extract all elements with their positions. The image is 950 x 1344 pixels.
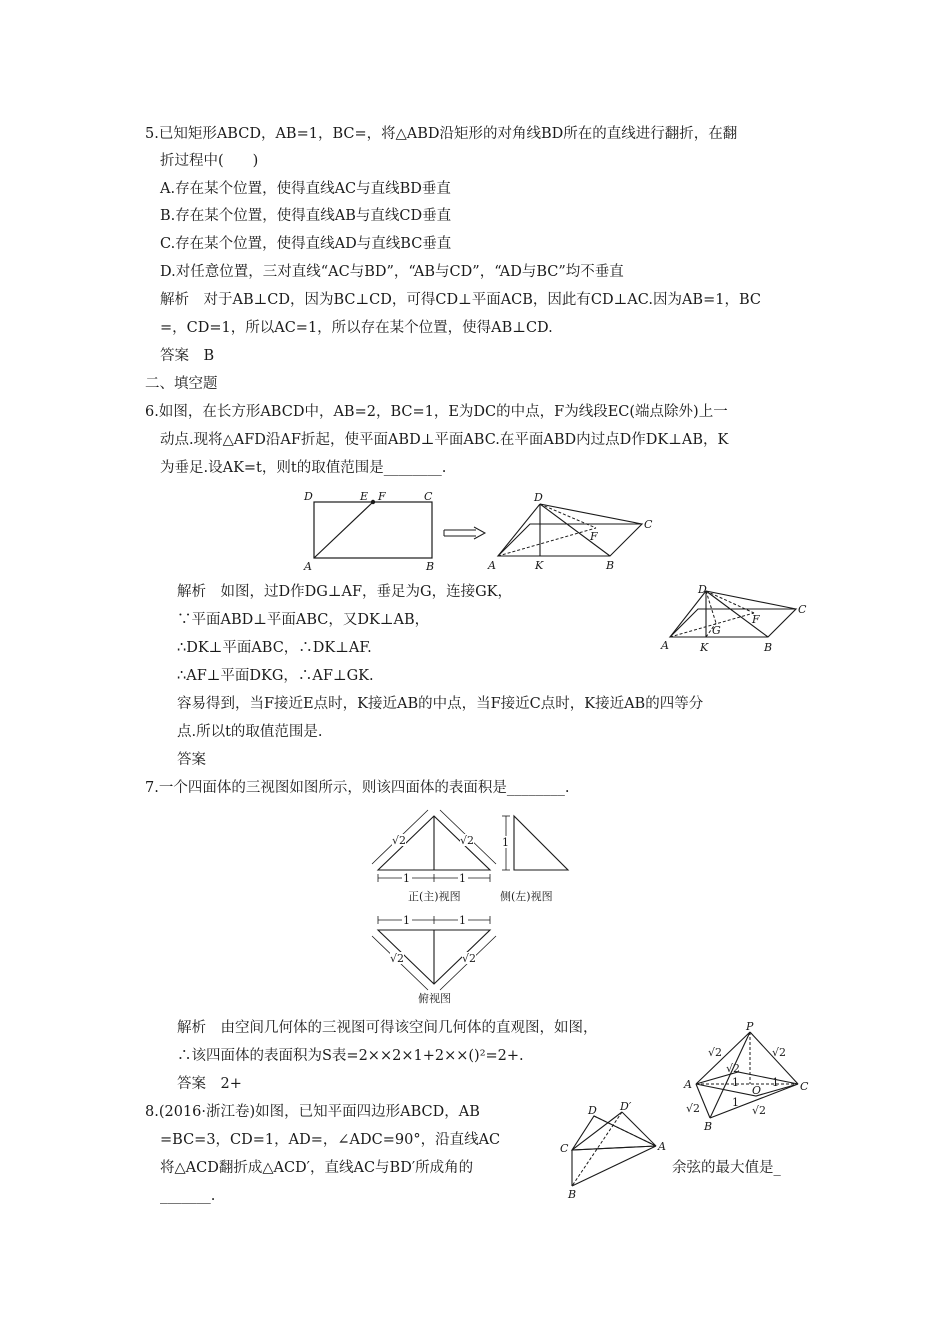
q5-solution-line1: 解析 对于AB⊥CD，因为BC⊥CD，可得CD⊥平面ACB，因此有CD⊥AC.因为AB=1，BC — [160, 292, 761, 308]
q6c-label-c: C — [798, 603, 807, 616]
q7-top-dim-left: 1 — [403, 914, 410, 927]
section-heading: 二、填空题 — [145, 376, 218, 392]
q5-answer: 答案 B — [160, 348, 215, 364]
q8-label-d: D — [588, 1104, 597, 1117]
q8-label-a: A — [658, 1140, 666, 1153]
q6-answer: 答案 — [177, 752, 206, 768]
q5-solution-line2: =，CD=1，所以AC=1，所以存在某个位置，使得AB⊥CD. — [160, 320, 553, 336]
q7s-dim-1b: 1 — [772, 1076, 779, 1089]
q6-folded-figure — [486, 490, 666, 574]
q7s-label-b: B — [704, 1120, 713, 1132]
q8-stem-line1: 8.(2016·浙江卷)如图，已知平面四边形ABCD，AB — [145, 1104, 480, 1120]
q7-top-sqrt2-left: √2 — [390, 952, 405, 965]
q6-arrow-icon — [442, 525, 488, 541]
q7-front-sqrt2-left: √2 — [392, 834, 407, 847]
q7-answer: 答案 2+ — [177, 1076, 242, 1092]
q5-option-c: C.存在某个位置，使得直线AD与直线BC垂直 — [160, 236, 452, 252]
q5-option-a: A.存在某个位置，使得直线AC与直线BD垂直 — [160, 181, 451, 197]
q7-side-dim: 1 — [502, 836, 509, 849]
q8-label-b: B — [568, 1188, 577, 1200]
q6b-label-f: F — [590, 530, 598, 543]
q8-label-c: C — [560, 1142, 569, 1155]
q6-stem-line2: 动点.现将△AFD沿AF折起，使平面ABD⊥平面ABC.在平面ABD内过点D作DK⊥AB，K — [160, 432, 729, 448]
q6-solution-line2: ∵平面ABD⊥平面ABC，又DK⊥AB， — [177, 612, 430, 628]
q7s-sqrt2-4: √2 — [686, 1102, 701, 1115]
q6-solution-figure — [660, 585, 810, 655]
q5-option-d: D.对任意位置，三对直线“AC与BD”，“AB与CD”，“AD与BC”均不垂直 — [160, 264, 624, 280]
q7s-sqrt2-5: √2 — [752, 1104, 767, 1117]
q5-stem-line1: 5.已知矩形ABCD，AB=1，BC=，将△ABD沿矩形的对角线BD所在的直线进行翻折，在翻 — [145, 126, 738, 142]
q7-front-caption: 正(主)视图 — [408, 890, 461, 903]
q7s-label-p: P — [746, 1020, 754, 1033]
q5-stem-line2: 折过程中( ) — [160, 153, 259, 169]
q6b-label-c: C — [644, 518, 653, 531]
q6b-label-b: B — [606, 559, 615, 572]
q7-side-caption: 侧(左)视图 — [500, 890, 553, 903]
q6c-label-k: K — [700, 641, 709, 654]
q8-stem-line2: =BC=3，CD=1，AD=，∠ADC=90°，沿直线AC — [160, 1132, 501, 1148]
q7-solution-line1: 解析 由空间几何体的三视图可得该空间几何体的直观图，如图， — [177, 1020, 598, 1036]
q6-label-b: B — [426, 560, 435, 572]
q7-front-dim-left: 1 — [403, 872, 410, 885]
q7-solution-figure — [680, 1020, 810, 1132]
q7s-label-c: C — [800, 1080, 809, 1093]
q8-label-d-prime: D′ — [620, 1100, 632, 1113]
q6b-label-d: D — [534, 491, 543, 504]
q7-stem: 7.一个四面体的三视图如图所示，则该四面体的表面积是________. — [145, 780, 570, 796]
q6-label-c: C — [424, 490, 433, 503]
q7s-label-o: O — [752, 1084, 762, 1097]
q6c-label-b: B — [764, 641, 773, 654]
q6-stem-line1: 6.如图，在长方形ABCD中，AB=2，BC=1，E为DC的中点，F为线段EC(端点除外)上一 — [145, 404, 728, 420]
q7s-sqrt2-1: √2 — [708, 1046, 723, 1059]
q7-side-view — [500, 808, 580, 908]
q7-solution-line2: ∴该四面体的表面积为S表=2××2×1+2××()²=2+. — [177, 1048, 524, 1064]
q7-top-caption: 俯视图 — [418, 992, 451, 1005]
q6c-label-f: F — [752, 613, 760, 626]
q6-label-a: A — [304, 560, 312, 572]
q6-solution-line5: 容易得到，当F接近E点时，K接近AB的中点，当F接近C点时，K接近AB的四等分 — [177, 696, 704, 712]
q7-top-view — [370, 910, 500, 1008]
q8-figure — [558, 1100, 678, 1200]
q7s-sqrt2-3: √2 — [726, 1062, 741, 1075]
q5-option-b: B.存在某个位置，使得直线AB与直线CD垂直 — [160, 208, 452, 224]
q6c-label-d: D — [698, 585, 707, 596]
q6c-label-g: G — [712, 624, 721, 637]
q7-front-view — [370, 808, 500, 908]
q6b-label-a: A — [488, 559, 496, 572]
q6-stem-line3: 为垂足.设AK=t，则t的取值范围是________. — [160, 460, 447, 476]
q8-stem-line4: _______. — [160, 1188, 216, 1204]
q6-label-f: F — [378, 490, 386, 503]
q8-stem-line3-cont: 余弦的最大值是_ — [672, 1160, 781, 1176]
q8-stem-line3: 将△ACD翻折成△ACD′，直线AC与BD′所成角的 — [160, 1160, 474, 1176]
q6-solution-line4: ∴AF⊥平面DKG，∴AF⊥GK. — [177, 668, 374, 684]
q6b-label-k: K — [535, 559, 544, 572]
q7-top-dim-right: 1 — [459, 914, 466, 927]
q6-label-d: D — [304, 490, 313, 503]
q7s-dim-1a: 1 — [732, 1076, 739, 1089]
q7-top-sqrt2-right: √2 — [462, 952, 477, 965]
q6-label-e: E — [360, 490, 369, 503]
q6-solution-line1: 解析 如图，过D作DG⊥AF，垂足为G，连接GK， — [177, 584, 512, 600]
q6c-label-a: A — [661, 639, 669, 652]
q7s-label-a: A — [684, 1078, 692, 1091]
q6-solution-line3: ∴DK⊥平面ABC，∴DK⊥AF. — [177, 640, 372, 656]
q6-rectangle-figure — [300, 488, 450, 572]
q7s-sqrt2-2: √2 — [772, 1046, 787, 1059]
q6-solution-line6: 点.所以t的取值范围是. — [177, 724, 323, 740]
q7-front-sqrt2-right: √2 — [460, 834, 475, 847]
q7s-dim-1c: 1 — [732, 1096, 739, 1109]
q7-front-dim-right: 1 — [459, 872, 466, 885]
